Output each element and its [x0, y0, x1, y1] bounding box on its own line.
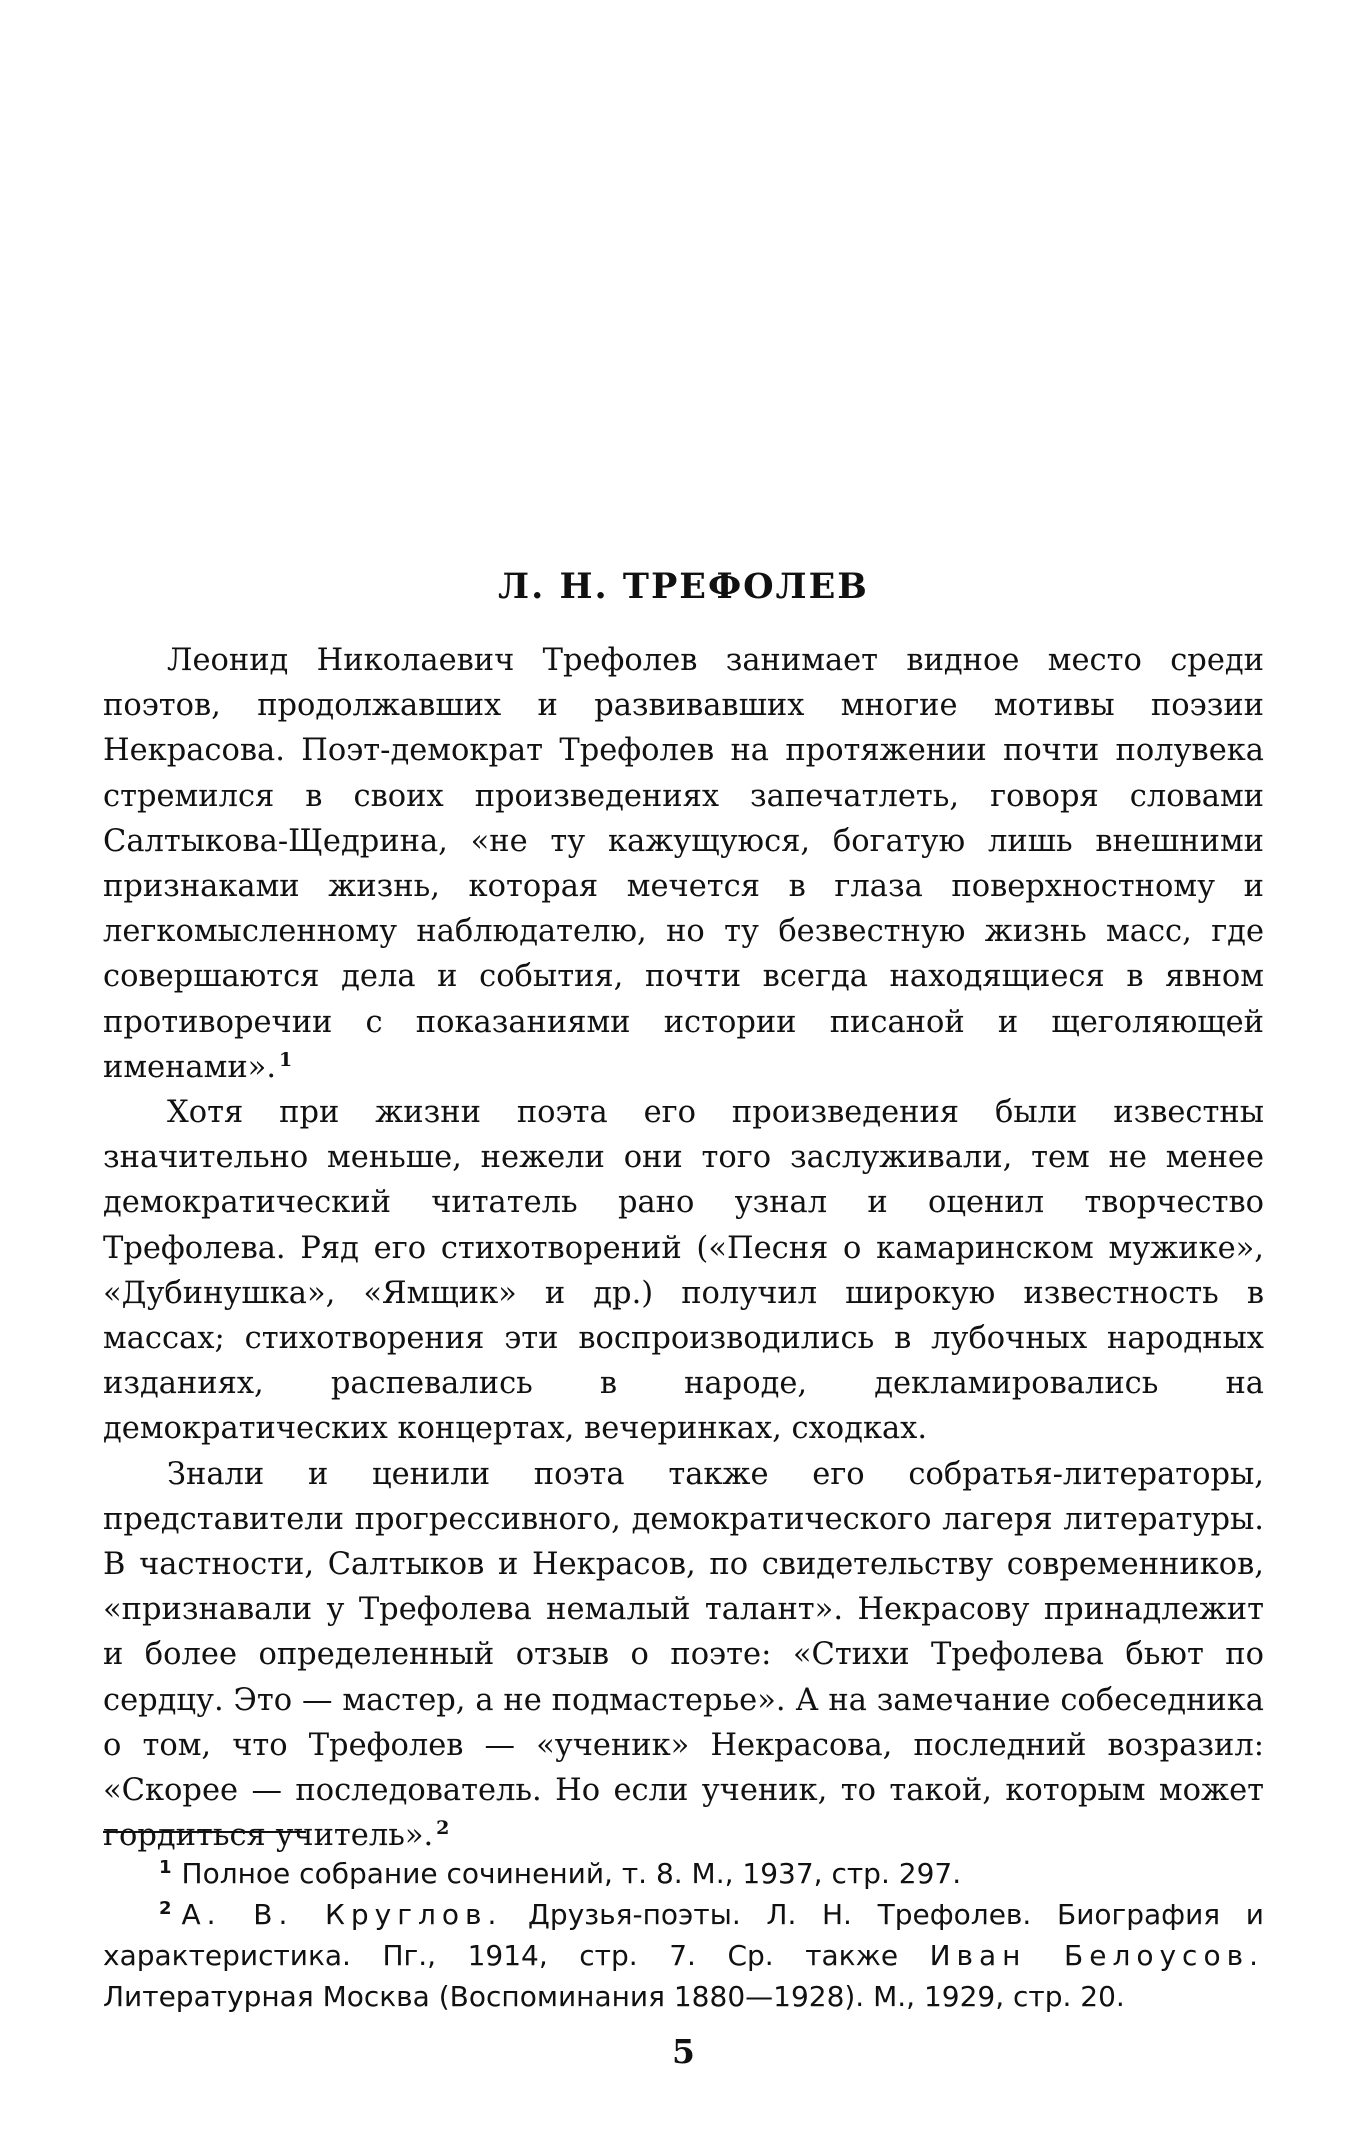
paragraph-3 [103, 1452, 1264, 1859]
paragraph-2: Хотя при жизни поэта его произведения были известны значительно меньше, нежели они того заслуживали, тем не менее демократический читатель рано узнал и оценил творчество Трефолева. Ряд его стихотворений («Песня о камаринском мужике», «Дубинушка», «Ямщик» и др.) получил широкую известность в массах; стихотворения эти воспроизводились в лубочных народных изданиях, распевались в народе, декламировались на демократических концертах, вечеринках, сходках. [103, 1095, 1264, 1447]
footnote-1-text: Полное собрание сочинений, т. 8. М., 1937, стр. 297. [181, 1857, 962, 1890]
footnote-ref-1: 1 [279, 1048, 293, 1071]
footnote-ref-2: 2 [436, 1817, 450, 1840]
main-text [103, 638, 1264, 1858]
page-number: 5 [672, 2032, 695, 2071]
footnote-2-author-1: А. В. Круглов. [181, 1898, 503, 1931]
page-title: Л. Н. ТРЕФОЛЕВ [498, 566, 869, 607]
footnote-1 [103, 1853, 1264, 1894]
footnote-2-mark: 2 [159, 1897, 172, 1919]
footnote-2-text-1: Друзья-поэты. Л. Н. Трефолев. Биография и характеристика. Пг., 1914, стр. 7. Ср. также [103, 1898, 1264, 1972]
paragraph-1-text: Леонид Николаевич Трефолев занимает видное место среди поэтов, продолжавших и развивавших многие мотивы поэзии Некрасова. Поэт-демократ Трефолев на протяжении почти полувека стремился в своих произведениях запечатлеть, говоря словами Салтыкова-Щедрина, «не ту кажущуюся, богатую лишь внешними признаками жизнь, которая мечется в глаза поверхностному и легкомысленному наблюдателю, но ту безвестную жизнь масс, где совершаются дела и события, почти всегда находящиеся в явном противоречии с показаниями истории писаной и щеголяющей именами». [103, 643, 1264, 1085]
footnote-2 [103, 1894, 1264, 2017]
paragraph-1 [103, 638, 1264, 1090]
footnotes [103, 1853, 1264, 2017]
footnote-1-mark: 1 [159, 1856, 172, 1878]
paragraph-3-text: Знали и ценили поэта также его собратья-литераторы, представители прогрессивного, демократического лагеря литературы. В частности, Салтыков и Некрасов, по свидетельству современников, «признавали у Трефолева немалый талант». Некрасову принадлежит и более определенный отзыв о поэте: «Стихи Трефолева бьют по сердцу. Это — мастер, а не подмастерье». А на замечание собеседника о том, что Трефолев — «ученик» Некрасова, последний возразил: «Скорее — последователь. Но если ученик, то такой, которым может гордиться учитель». [103, 1456, 1264, 1854]
footnote-2-text-2: Литературная Москва (Воспоминания 1880—1928). М., 1929, стр. 20. [103, 1980, 1125, 2013]
footnote-2-author-2: Иван Белоусов. [929, 1939, 1264, 1972]
footnote-divider [103, 1831, 306, 1833]
